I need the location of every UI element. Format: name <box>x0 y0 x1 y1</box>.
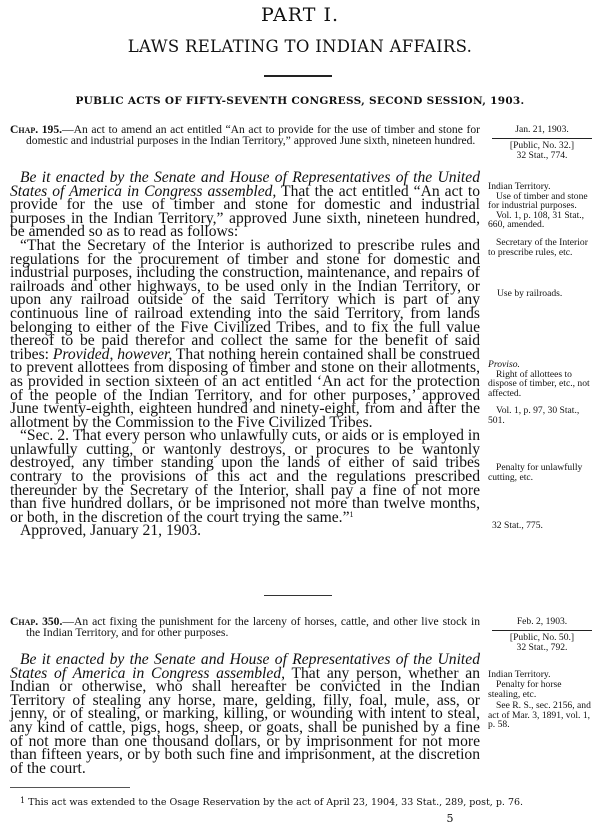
sidenote-text: Indian Territory. <box>488 181 551 192</box>
chap-195-summary <box>10 124 480 146</box>
sidenote-32-stat-775: 32 Stat., 775. <box>492 520 543 531</box>
sidenote-indian-territory-2: Indian Territory. <box>488 669 551 680</box>
chap-195-date: Jan. 21, 1903. <box>515 124 569 135</box>
enacting-text: That any person, whether an Indian or otherwise, who shall hereafter be convicted in the Indian Territory of stealing any horse, mare, gelding, filly, foal, mule, ass, or jenny, or of stealing, or marking, killing, or wounding with intent to steal, any kind of cattle, pigs, hogs, sheep, or goats, shall be punished by a fine of not more than one thousand dollars, or by imprisonment for not more than fifteen years, or by both such fine and imprisonment, at the discretion of the court. <box>10 664 480 777</box>
sidenote-secretary-rules: Secretary of the Interior to prescribe rules, etc. <box>488 237 588 258</box>
chap-350-enacting-clause <box>10 653 480 775</box>
chap-195-stat: 32 Stat., 774. <box>516 150 568 161</box>
chap-195-approved: Approved, January 21, 1903. <box>20 522 202 540</box>
chap-195-section-1 <box>10 236 480 431</box>
chap-195-section-2 <box>10 429 480 524</box>
section-title: LAWS RELATING TO INDIAN AFFAIRS. <box>127 37 473 56</box>
chap-350-stat: 32 Stat., 792. <box>516 642 568 653</box>
chap-350-date-rule <box>492 630 592 631</box>
footnote-text: This act was extended to the Osage Reservation by the act of April 23, 1904, 33 Stat., 289, post, p. 76. <box>28 797 524 808</box>
enacting-formula: Be it enacted by the Senate and House of Representatives of the United States of America in Congress assembled, <box>10 651 480 682</box>
section-1-text-b: That nothing herein contained shall be construed to prevent allottees from disposing of timber and stone on their allotments, as provided in section sixteen of an act entitled ‘An act for the protection of the people of the Indian Territory, and for other purposes,’ approved June twenty-eighth, eighteen hundred and ninety-eight, from and after the allotment by the Commission to the Five Civilized Tribes. <box>10 345 480 431</box>
chap-350-summary-text: —An act fixing the punishment for the larceny of horses, cattle, and other live stock in the Indian Territory, and for other purposes. <box>26 615 480 639</box>
footnote-rule <box>10 787 130 788</box>
sidenote-text: Right of allottees to dispose of timber, etc., not affected. <box>488 368 590 399</box>
chap-195-label: Chap. 195. <box>10 123 63 136</box>
enacting-formula: Be it enacted by the Senate and House of Representatives of the United States of America in Congress assembled, <box>10 169 480 200</box>
chap-350-summary <box>10 616 480 638</box>
section-1-text-a: “That the Secretary of the Interior is authorized to prescribe rules and regulations for the procurement of timber and stone for domestic and industrial purposes, including the construction, maintenance, and repairs of railroads and other highways, to be used only in the Indian Territory, or upon any railroad outside of the said Territory which is part of any continuous line of railroad extending into the said Territory, from lands belonging to either of the Five Civilized Tribes, and to fix the full value thereof to be paid therefor and collect the same for the benefit of said tribes: <box>10 236 480 363</box>
section-separator <box>264 595 332 596</box>
sidenote-text: Vol. 1, p. 108, 31 Stat., 660, amended. <box>488 209 585 231</box>
footnote-mark: 1 <box>20 796 26 805</box>
chap-350-label: Chap. 350. <box>10 615 63 628</box>
sidenote-indian-territory <box>488 182 596 230</box>
sidenote-penalty: Penalty for unlawfully cutting, etc. <box>488 462 583 483</box>
footnote-ref: 1 <box>349 509 354 519</box>
chap-195-body <box>10 171 480 538</box>
sidenote-proviso <box>488 360 596 398</box>
title-rule <box>264 75 332 77</box>
part-heading: PART I. <box>261 4 339 26</box>
page-number: 5 <box>446 812 454 825</box>
chap-195-date-rule <box>492 138 592 139</box>
chap-350-body <box>10 653 480 775</box>
footnote <box>20 797 580 808</box>
proviso-phrase: Provided, however, <box>52 345 173 363</box>
chap-195-enacting-clause <box>10 171 480 239</box>
sidenote-rs-2156: See R. S., sec. 2156, and act of Mar. 3, 1891, vol. 1, p. 58. <box>488 700 591 731</box>
enacting-text: That the act entitled “An act to provide for the use of timber and stone for domestic and industrial purposes in the Indian Territory,” approved June sixth, nineteen hundred, be amended so as to read as follows: <box>10 182 480 241</box>
chap-195-summary-text: —An act to amend an act entitled “An act to provide for the use of timber and stone for domestic and industrial purposes in the Indian Territory,” approved June sixth, nineteen hundred. <box>26 123 480 147</box>
sidenote-railroads: Use by railroads. <box>497 288 563 299</box>
sidenote-vol-1-p-97: Vol. 1, p. 97, 30 Stat., 501. <box>488 405 580 426</box>
chap-350-public-no: [Public, No. 50.] <box>509 632 575 643</box>
chap-195-public-no: [Public, No. 32.] <box>509 140 575 151</box>
sidenote-horse-stealing: Penalty for horse stealing, etc. <box>488 679 562 700</box>
sidenote-text: Proviso. <box>488 359 520 370</box>
section-2-text: “Sec. 2. That every person who unlawfully cuts, or aids or is employed in unlawfully cutting, or wantonly destroys, or procures to be wantonly destroyed, any timber standing upon the lands of either of said tribes contrary to the provisions of this act and the regulations prescribed thereunder by the Secretary of the Interior, shall pay a fine of not more than five hundred dollars, or be imprisoned not more than twelve months, or both, in the discretion of the court trying the same.” <box>10 427 480 526</box>
session-heading: PUBLIC ACTS OF FIFTY-SEVENTH CONGRESS, SECOND SESSION, 1903. <box>75 95 525 107</box>
sidenote-text: Use of timber and stone for industrial purposes. <box>488 190 588 212</box>
chap-350-date: Feb. 2, 1903. <box>516 616 568 627</box>
